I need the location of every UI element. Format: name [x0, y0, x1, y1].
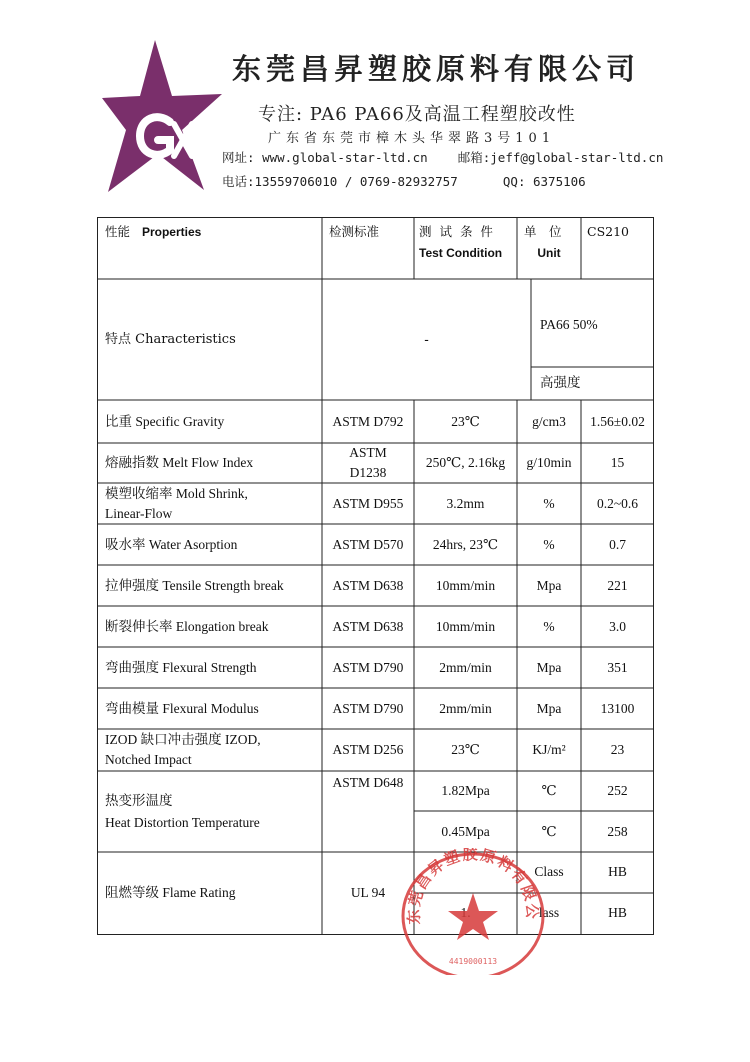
flame-value-2: HB	[608, 905, 627, 920]
cell-property: 熔融指数 Melt Flow Index	[105, 455, 254, 470]
header-grade: CS210	[587, 224, 629, 239]
flame-unit-1: Class	[534, 864, 564, 879]
characteristics-label: 特点 Characteristics	[105, 332, 236, 347]
hdt-condition-2: 0.45Mpa	[441, 824, 490, 839]
phone-number: 13559706010 / 0769-82932757	[254, 174, 458, 189]
phone-label: 电话:	[222, 174, 255, 189]
header-unit-en: Unit	[537, 246, 561, 260]
header-property-cn: 性能	[105, 224, 131, 239]
cell-unit: Mpa	[536, 577, 562, 593]
characteristics-material: PA66 50%	[540, 317, 598, 332]
hdt-value-2: 258	[607, 824, 628, 839]
svg-text:4419000113: 4419000113	[448, 957, 498, 966]
cell-property: 弯曲强度 Flexural Strength	[105, 659, 257, 675]
cell-condition: 23℃	[451, 413, 480, 429]
cell-unit: g/cm3	[532, 413, 566, 429]
company-address: 广东省东莞市樟木头华翠路3号101	[268, 131, 556, 146]
cell-value: 221	[607, 577, 628, 593]
cell-property: 模塑收缩率 Mold Shrink, Linear-Flow	[105, 485, 248, 521]
web-url[interactable]: www.global-star-ltd.cn	[262, 150, 428, 165]
cell-property: 比重 Specific Gravity	[105, 413, 225, 429]
cell-value: 23	[610, 742, 625, 757]
cell-standard: ASTM D638	[332, 577, 404, 593]
cell-value: 0.2~0.6	[596, 495, 639, 511]
cell-unit: Mpa	[536, 700, 562, 716]
cell-standard: ASTM D792	[332, 413, 404, 429]
cell-condition: 24hrs, 23℃	[432, 536, 499, 552]
company-logo	[100, 38, 225, 196]
cell-condition: 3.2mm	[446, 495, 485, 511]
web-label: 网址:	[222, 150, 255, 165]
company-focus: 专注: PA6 PA66及高温工程塑胶改性	[258, 104, 576, 125]
cell-unit: %	[543, 536, 555, 552]
cell-value: 351	[607, 659, 628, 675]
flame-value-1: HB	[608, 864, 627, 879]
hdt-unit-1: ℃	[541, 783, 557, 798]
cell-value: 1.56±0.02	[590, 413, 645, 429]
cell-condition: 10mm/min	[435, 577, 496, 593]
cell-unit: g/10min	[526, 455, 572, 470]
hdt-property-cn: 热变形温度	[105, 793, 173, 808]
company-seal	[399, 848, 545, 975]
company-name: 东莞昌昇塑胶原料有限公司	[232, 52, 641, 86]
cell-standard: ASTM D1238	[349, 445, 387, 480]
email-label: 邮箱:	[457, 150, 491, 165]
email-address[interactable]: jeff@global-star-ltd.cn	[490, 150, 664, 165]
cell-standard: ASTM D790	[332, 659, 404, 675]
cell-property: 弯曲模量 Flexural Modulus	[105, 700, 259, 716]
hdt-unit-2: ℃	[541, 824, 557, 839]
cell-property: 断裂伸长率 Elongation break	[105, 618, 269, 634]
header-condition-cn: 测 试 条 件	[419, 224, 495, 239]
header-property	[105, 222, 201, 242]
cell-property: IZOD 缺口冲击强度 IZOD, Notched Impact	[105, 732, 261, 767]
contact-web-email	[222, 148, 663, 166]
cell-standard: ASTM D955	[332, 495, 404, 511]
cell-unit: Mpa	[536, 659, 562, 675]
cell-value: 3.0	[609, 618, 626, 634]
header-unit-cn: 单 位	[524, 224, 562, 239]
cell-condition: 250℃, 2.16kg	[425, 455, 506, 470]
hdt-condition-1: 1.82Mpa	[441, 783, 490, 798]
cell-standard: ASTM D570	[332, 536, 404, 552]
cell-standard: ASTM D790	[332, 700, 404, 716]
cell-condition: 10mm/min	[435, 618, 496, 634]
flame-unit-2: lass	[538, 905, 560, 920]
cell-property: 吸水率 Water Asorption	[105, 536, 238, 552]
svg-text:东莞昌昇塑胶原料有限公司: 东莞昌昇塑胶原料有限公	[404, 848, 542, 925]
cell-unit: KJ/m²	[532, 742, 566, 757]
cell-unit: %	[543, 495, 555, 511]
qq-number: 6375106	[533, 174, 586, 189]
flame-property: 阻燃等级 Flame Rating	[105, 885, 236, 900]
qq-label: QQ:	[502, 174, 526, 189]
cell-condition: 2mm/min	[439, 700, 492, 716]
hdt-value-1: 252	[607, 783, 628, 798]
cell-standard: ASTM D256	[332, 742, 404, 757]
cell-value: 13100	[600, 700, 635, 716]
characteristics-value: -	[424, 332, 429, 348]
hdt-property-en: Heat Distortion Temperature	[105, 815, 260, 830]
cell-value: 15	[610, 455, 625, 470]
hdt-standard: ASTM D648	[332, 775, 404, 790]
contact-phone-qq	[222, 172, 586, 190]
cell-condition: 2mm/min	[439, 659, 492, 675]
cell-condition: 23℃	[451, 742, 480, 757]
seal-star-icon	[448, 893, 498, 940]
characteristics-feature: 高强度	[540, 375, 581, 391]
cell-standard: ASTM D638	[332, 618, 404, 634]
flame-standard: UL 94	[350, 885, 386, 900]
cell-property: 拉伸强度 Tensile Strength break	[105, 577, 284, 593]
properties-table	[97, 217, 654, 935]
cell-unit: %	[543, 618, 555, 634]
header-standard: 检测标准	[329, 224, 380, 239]
cell-value: 0.7	[609, 536, 626, 552]
header-condition-en: Test Condition	[419, 246, 503, 260]
header-property-en: Properties	[141, 225, 202, 239]
